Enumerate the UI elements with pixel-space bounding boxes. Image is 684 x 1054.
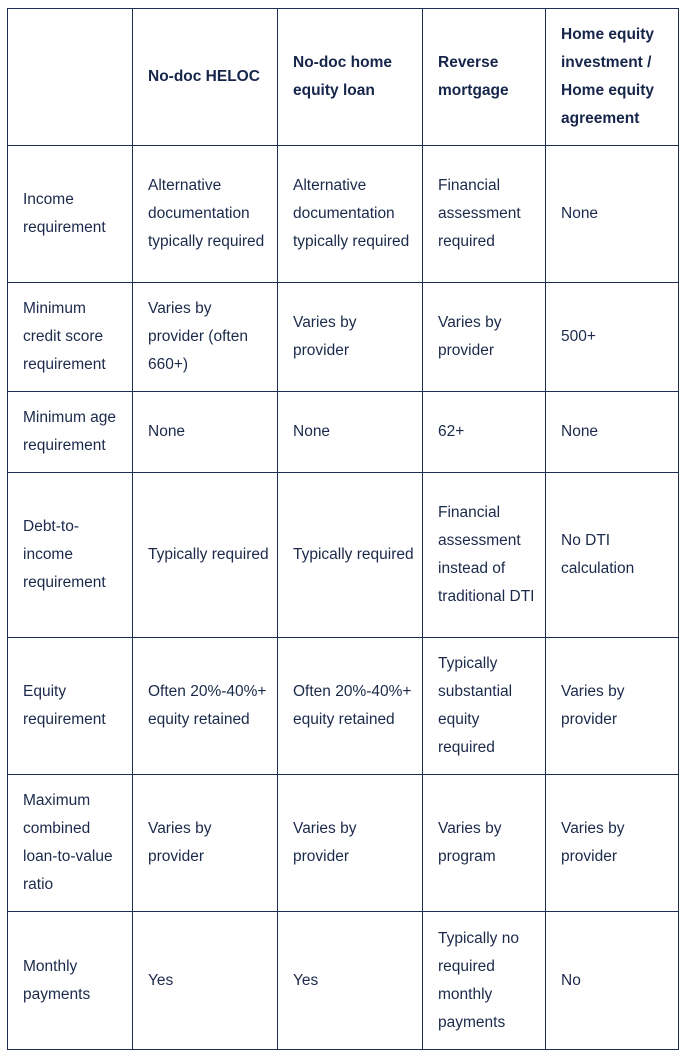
table-cell: Varies by provider — [133, 775, 278, 912]
table-cell: Financial assessment required — [423, 146, 546, 283]
table-header-row — [8, 9, 679, 146]
table-row — [8, 912, 679, 1050]
table-cell: Varies by provider — [546, 775, 679, 912]
row-label: Maximum combined loan-to-value ratio — [8, 775, 133, 912]
table-cell: Varies by provider — [423, 283, 546, 392]
table-cell: Varies by provider — [546, 638, 679, 775]
header-cell-home-equity-investment: Home equity investment / Home equity agreement — [546, 9, 679, 146]
table-row — [8, 392, 679, 473]
table-cell: None — [133, 392, 278, 473]
table-cell: Often 20%-40%+ equity retained — [278, 638, 423, 775]
table-cell: No DTI calculation — [546, 473, 679, 638]
table-cell: Typically no required monthly payments — [423, 912, 546, 1050]
row-label: Income requirement — [8, 146, 133, 283]
header-cell-no-doc-heloc: No-doc HELOC — [133, 9, 278, 146]
table-cell: None — [546, 392, 679, 473]
table-cell: Yes — [133, 912, 278, 1050]
row-label: Equity requirement — [8, 638, 133, 775]
table-cell: None — [546, 146, 679, 283]
table-row — [8, 638, 679, 775]
table-cell: 500+ — [546, 283, 679, 392]
table-row — [8, 775, 679, 912]
table-row — [8, 146, 679, 283]
table-cell: Varies by provider (often 660+) — [133, 283, 278, 392]
row-label: Minimum age requirement — [8, 392, 133, 473]
header-cell-empty — [8, 9, 133, 146]
table-cell: Typically required — [278, 473, 423, 638]
row-label: Minimum credit score requirement — [8, 283, 133, 392]
header-cell-reverse-mortgage: Reverse mortgage — [423, 9, 546, 146]
table-row — [8, 473, 679, 638]
table-cell: Alternative documentation typically required — [278, 146, 423, 283]
table-row — [8, 283, 679, 392]
table-cell: None — [278, 392, 423, 473]
table-cell: Varies by provider — [278, 775, 423, 912]
table-cell: Yes — [278, 912, 423, 1050]
row-label: Monthly payments — [8, 912, 133, 1050]
table-cell: Financial assessment instead of traditional DTI — [423, 473, 546, 638]
table-cell: Alternative documentation typically required — [133, 146, 278, 283]
row-label: Debt-to-income requirement — [8, 473, 133, 638]
comparison-table — [7, 8, 679, 1050]
table-cell: No — [546, 912, 679, 1050]
table-cell: Often 20%-40%+ equity retained — [133, 638, 278, 775]
table-cell: Typically required — [133, 473, 278, 638]
table-cell: Varies by provider — [278, 283, 423, 392]
table-cell: Varies by program — [423, 775, 546, 912]
header-cell-no-doc-home-equity-loan: No-doc home equity loan — [278, 9, 423, 146]
comparison-table-container — [7, 8, 678, 1049]
table-cell: 62+ — [423, 392, 546, 473]
table-cell: Typically substantial equity required — [423, 638, 546, 775]
